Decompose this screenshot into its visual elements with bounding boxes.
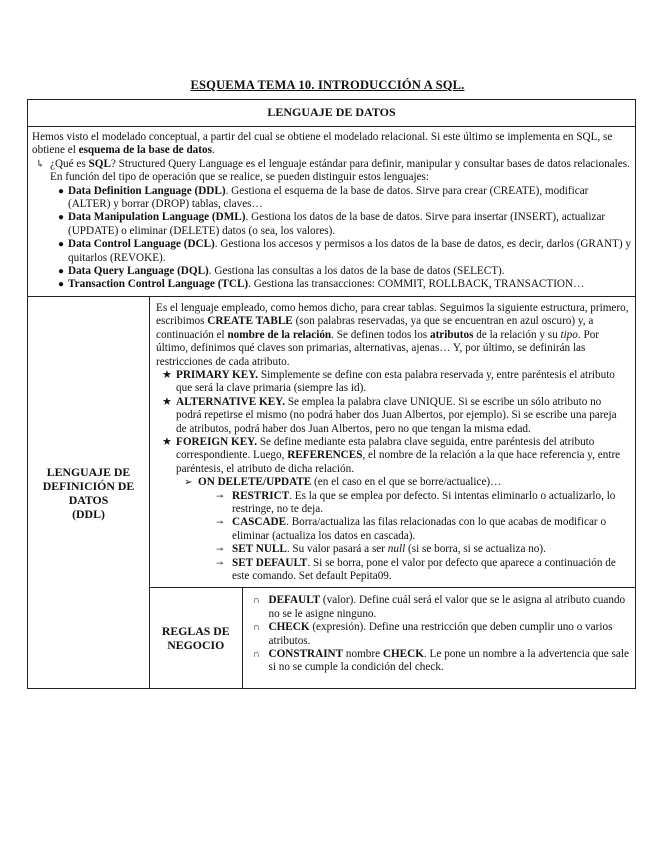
intro-paragraph: Hemos visto el modelado conceptual, a partir del cual se obtiene el modelado relacional. Si este último se implementa en SQL, se obtiene el esquema de la base de datos. (32, 131, 613, 157)
primary-key-item: ★ PRIMARY KEY. Simplemente se define con esta palabra reservada y, entre paréntesis el atributo que será la clave primaria (siempre las id). (162, 368, 615, 395)
list-item: ● Data Query Language (DQL). Gestiona las consultas a los datos de la base de datos (SELECT). (58, 265, 505, 278)
reglas-list (249, 594, 630, 674)
arrowhead-icon: ➢ (184, 477, 193, 489)
ddl-label: LENGUAJE DE DEFINICIÓN DE DATOS (DDL) (28, 296, 150, 689)
star-icon: ★ (162, 368, 172, 381)
section-header: LENGUAJE DE DATOS (28, 100, 636, 127)
list-item: ● Data Control Language (DCL). Gestiona los accesos y permisos a los datos de la base de datos, es decir, darlos (GRANT) y quitarlos (REVOKE). (58, 238, 631, 264)
list-item: ● Transaction Control Language (TCL). Gestiona las transacciones: COMMIT, ROLLBACK, TRANSACTION… (58, 278, 585, 291)
omega-bullet-icon: ∩ (252, 622, 260, 634)
bullet-icon: ● (58, 212, 65, 224)
arrow-bullet-icon: ↠ (216, 544, 224, 555)
foreign-key-item: ★ FOREIGN KEY. Se define mediante esta palabra clave seguida, entre paréntesis del atributo correspondiente. Luego, REFERENCES, el nombre de la relación a la que hace referencia y, entre paréntesis, el atributo de dicha relación. ➢ ON DELETE/UPDATE (en el caso en el que se borre/actualice)… ↠ RESTRICT. Es la que se emplea por defecto. Si intentas eliminarlo o actualizarlo, lo restringe, no te deja. ↠ CASCADE. Borra/actualiza las filas relacionadas con lo que acabas de modificar o eliminar (actualiza los datos en cascada). ↠ SET NULL. Su valor pasará a ser null (si se borra, si se actualiza no). ↠ SET DEFAULT. Si se borra, pone el valor por defecto que aparece a continuación de este comando. Set default Pepita09. (176, 436, 629, 583)
option-list (198, 490, 629, 584)
arrow-bullet-icon: ↠ (216, 557, 224, 568)
reglas-content (242, 588, 635, 688)
ddl-content (150, 296, 636, 588)
list-item: ● Data Definition Language (DDL). Gestiona el esquema de la base de datos. Sirve para crear (CREATE), modificar (ALTER) y borrar (DROP) tablas, claves… (58, 184, 589, 211)
list-item: ∩ CHECK (expresión). Define una restricción que deben cumplir uno o varios atributos. (252, 621, 613, 647)
omega-bullet-icon: ∩ (252, 649, 260, 661)
list-item: ∩ CONSTRAINT nombre CHECK. Le pone un nombre a la advertencia que sale si no se cumple la condición del check. (252, 648, 629, 674)
sql-question: ↳ ¿Qué es SQL? Structured Query Language es el lenguaje estándar para definir, manipular y consultar bases de datos relacionales. En función del tipo de operación que se realice, se pueden distinguir estos lenguajes: (36, 157, 630, 184)
on-delete-item: ➢ ON DELETE/UPDATE (en el caso en el que se borre/actualice)… ↠ RESTRICT. Es la que se emplea por defecto. Si intentas eliminarlo o actualizarlo, lo restringe, no te deja. ↠ CASCADE. Borra/actualiza las filas relacionadas con lo que acabas de modificar o eliminar (actualiza los datos en cascada). ↠ SET NULL. Su valor pasará a ser null (si se borra, si se actualiza no). ↠ SET DEFAULT. Si se borra, pone el valor por defecto que aparece a continuación de este comando. Set default Pepita09. (198, 476, 629, 583)
bullet-icon: ● (58, 239, 65, 251)
star-icon: ★ (162, 435, 172, 448)
ddl-paragraph: Es el lenguaje empleado, como hemos dicho, para crear tablas. Seguimos la siguiente estructura, primero, escribimos CREATE TABLE (son palabras reservadas, ya que se encuentran en azul oscuro) y, a continuación el nombre de la relación. Se definen todos los atributos de la relación y su tipo. Por último, definimos qué claves son primarias, alternativas, ajenas… Y, por último, se definirán las restricciones de cada atributo. (156, 301, 629, 368)
language-list (32, 185, 631, 292)
on-delete-list (176, 476, 629, 583)
page-title: ESQUEMA TEMA 10. INTRODUCCIÓN A SQL. (190, 78, 465, 92)
main-table (27, 99, 636, 689)
bullet-icon: ● (58, 279, 65, 291)
reglas-cell (150, 588, 636, 689)
key-list (156, 369, 629, 584)
list-item: ↠ RESTRICT. Es la que se emplea por defecto. Si intentas eliminarlo o actualizarlo, lo restringe, no te deja. (216, 489, 616, 515)
list-item: ● Data Manipulation Language (DML). Gestiona los datos de la base de datos. Sirve para insertar (INSERT), actualizar (UPDATE) o eliminar (DELETE) datos (o sea, los valores). (58, 211, 606, 237)
omega-bullet-icon: ∩ (252, 595, 260, 607)
bullet-icon: ● (58, 266, 65, 278)
intro-cell (28, 127, 636, 297)
list-item: ↠ SET NULL. Su valor pasará a ser null (si se borra, si se actualiza no). (216, 543, 546, 556)
list-item: ↠ SET DEFAULT. Si se borra, pone el valor por defecto que aparece a continuación de este comando. Set default Pepita09. (216, 556, 616, 582)
reglas-table (150, 588, 635, 688)
arrow-bullet-icon: ↠ (216, 517, 224, 528)
list-item: ↠ CASCADE. Borra/actualiza las filas relacionadas con lo que acabas de modificar o eliminar (actualiza los datos en cascada). (216, 516, 607, 542)
arrow-bullet-icon: ↠ (216, 490, 224, 501)
reglas-label: REGLAS DE NEGOCIO (150, 588, 242, 688)
alternative-key-item: ★ ALTERNATIVE KEY. Se emplea la palabra clave UNIQUE. Si se escribe un sólo atributo no podrá repetirse el mismo (no podrá haber dos Juan Albertos, por ejemplo). Si se escribe una pareja de atributos, podrá haber dos Juan Albertos, pero no que tengan la misma edad. (162, 395, 617, 435)
list-item: ∩ DEFAULT (valor). Define cuál será el valor que se le asigna al atributo cuando no se le asigne ninguno. (252, 594, 626, 620)
arrow-bullet-icon: ↳ (36, 158, 45, 170)
star-icon: ★ (162, 395, 172, 408)
bullet-icon: ● (58, 185, 65, 197)
